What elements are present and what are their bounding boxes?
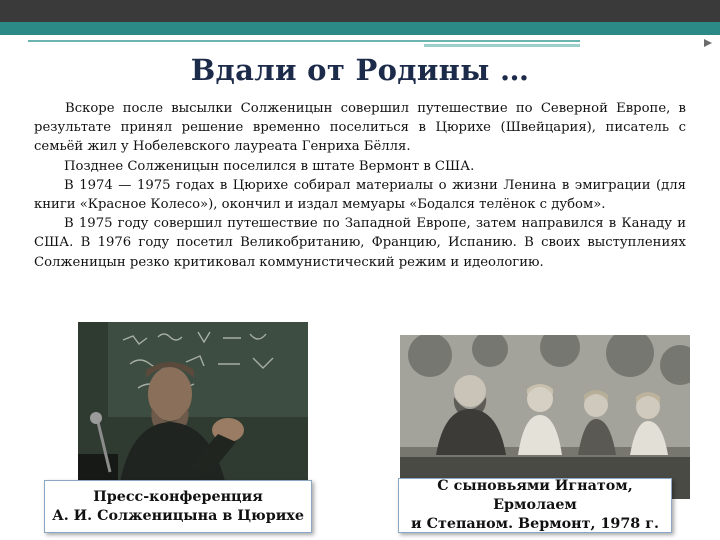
family-photo [400, 335, 690, 499]
caption-left-line-2: А. И. Солженицына в Цюрихе [52, 507, 304, 524]
header-accent-line-short [424, 44, 580, 47]
paragraph-3: В 1974 — 1975 годах в Цюрихе собирал материалы о жизни Ленина в эмиграции (для книги «Красное Колесо»), окончил и издал мемуары «Бодался телёнок с дубом». [34, 177, 686, 213]
paragraph-2: Позднее Солженицын поселился в штате Вермонт в США. [64, 158, 475, 174]
caption-right-line-2: и Степаном. Вермонт, 1978 г. [411, 516, 659, 532]
caption-press-conference [44, 480, 312, 533]
header-accent-line [28, 40, 580, 42]
paragraph-4: В 1975 году совершил путешествие по Западной Европе, затем направился в Канаду и США. В 1976 году посетил Великобританию, Францию, Испанию. В своих выступлениях Солженицын резко критиковал коммунистический режим и идеологию. [34, 216, 686, 270]
caption-family [398, 478, 672, 533]
header-teal-bar [0, 22, 720, 35]
header-dark-bar [0, 0, 720, 22]
slide-corner-icon [703, 38, 713, 48]
paragraph-1: Вскоре после высылки Солженицын совершил путешествие по Северной Европе, в результате принял решение временно поселиться в Цюрихе (Швейцария), писатель с семьёй жил у Нобелевского лауреата Генриха Бёлля. [34, 101, 686, 155]
caption-left-line-1: Пресс-конференция [93, 488, 263, 505]
slide-title: Вдали от Родины … [190, 53, 530, 87]
slide-body-text [34, 99, 686, 272]
caption-right-line-1: С сыновьями Игнатом, Ермолаем [437, 478, 633, 513]
press-conference-photo [78, 322, 308, 494]
